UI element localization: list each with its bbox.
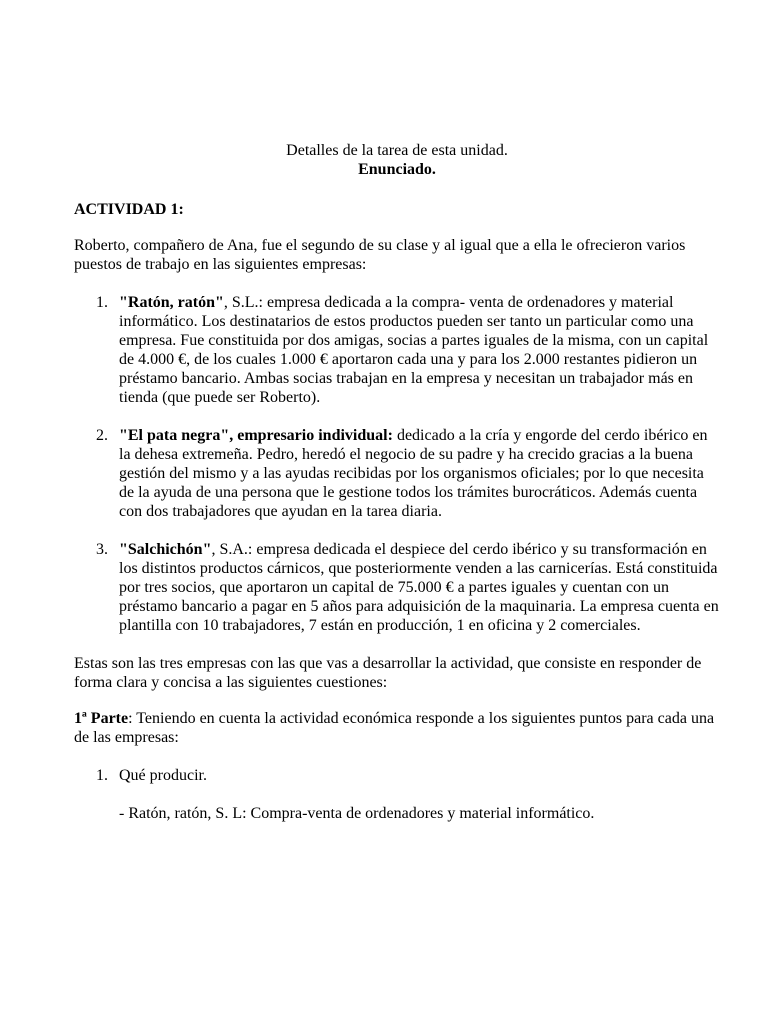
document-title: Detalles de la tarea de esta unidad. — [286, 142, 508, 159]
list-number: 2. — [96, 427, 108, 444]
company-description: dedicado a la cría y engorde del cerdo ibérico en la dehesa extremeña. Pedro, heredó el negocio de su padre y ha crecido gracias a la buena gestión del mismo y a las ayudas recibidas por los organismos oficiales; por lo que necesita de la ayuda de una persona que le gestione todos los trámites burocráticos. Además cuenta con dos trabajadores que ayudan en la tarea diaria. — [119, 427, 708, 520]
company-description: empresa dedicada a la compra- venta de ordenadores y material informático. Los destinatarios de estos productos pueden ser tanto un particular como una empresa. Fue constituida por dos amigas, socias a partes iguales de la misma, con un capital de 4.000 €, de los cuales 1.000 € aportaron cada una y para los 2.000 restantes pidieron un préstamo bancario. Ambas socias trabajan en la empresa y necesitan un trabajador más en tienda (que puede ser Roberto). — [119, 294, 709, 406]
question-text: Qué producir. — [119, 767, 207, 784]
document-subtitle: Enunciado. — [358, 161, 436, 178]
company-description: empresa dedicada el despiece del cerdo ibérico y su transformación en los distintos productos cárnicos, que posteriormente venden a las carnicerías. Está constituida por tres socios, que aportaron un capital de 75.000 € a partes iguales y cuentan con un préstamo bancario a pagar en 5 años para adquisición de la maquinaria. La empresa cuenta en plantilla con 10 trabajadores, 7 están en producción, 1 en oficina y 2 comerciales. — [119, 541, 719, 634]
list-item — [74, 540, 720, 635]
closing-paragraph: Estas son las tres empresas con las que vas a desarrollar la actividad, que consiste en responder de forma clara y concisa a las siguientes cuestiones: — [74, 655, 702, 691]
company-name: "Ratón, ratón" — [119, 294, 224, 311]
document-page — [74, 141, 720, 823]
question-list — [74, 766, 720, 785]
company-type: , S.A.: — [211, 541, 253, 558]
list-number: 3. — [96, 541, 108, 558]
intro-paragraph: Roberto, compañero de Ana, fue el segundo de su clase y al igual que a ella le ofrecieron varios puestos de trabajo en las siguientes empresas: — [74, 237, 686, 273]
company-list — [74, 293, 720, 635]
list-item — [74, 293, 720, 407]
activity-heading: ACTIVIDAD 1: — [74, 201, 184, 218]
list-item — [74, 766, 720, 785]
part-paragraph — [74, 709, 720, 747]
company-name: "Salchichón" — [119, 541, 212, 558]
answer-line: - Ratón, ratón, S. L: Compra-venta de ordenadores y material informático. — [119, 805, 595, 822]
company-type: , S.L.: — [223, 294, 263, 311]
part-label: 1ª Parte — [74, 710, 129, 727]
part-text: : Teniendo en cuenta la actividad económica responde a los siguientes puntos para cada una de las empresas: — [74, 710, 715, 746]
list-number: 1. — [96, 767, 108, 784]
list-number: 1. — [96, 294, 108, 311]
company-name: "El pata negra", empresario individual: — [119, 427, 393, 444]
list-item — [74, 426, 720, 521]
